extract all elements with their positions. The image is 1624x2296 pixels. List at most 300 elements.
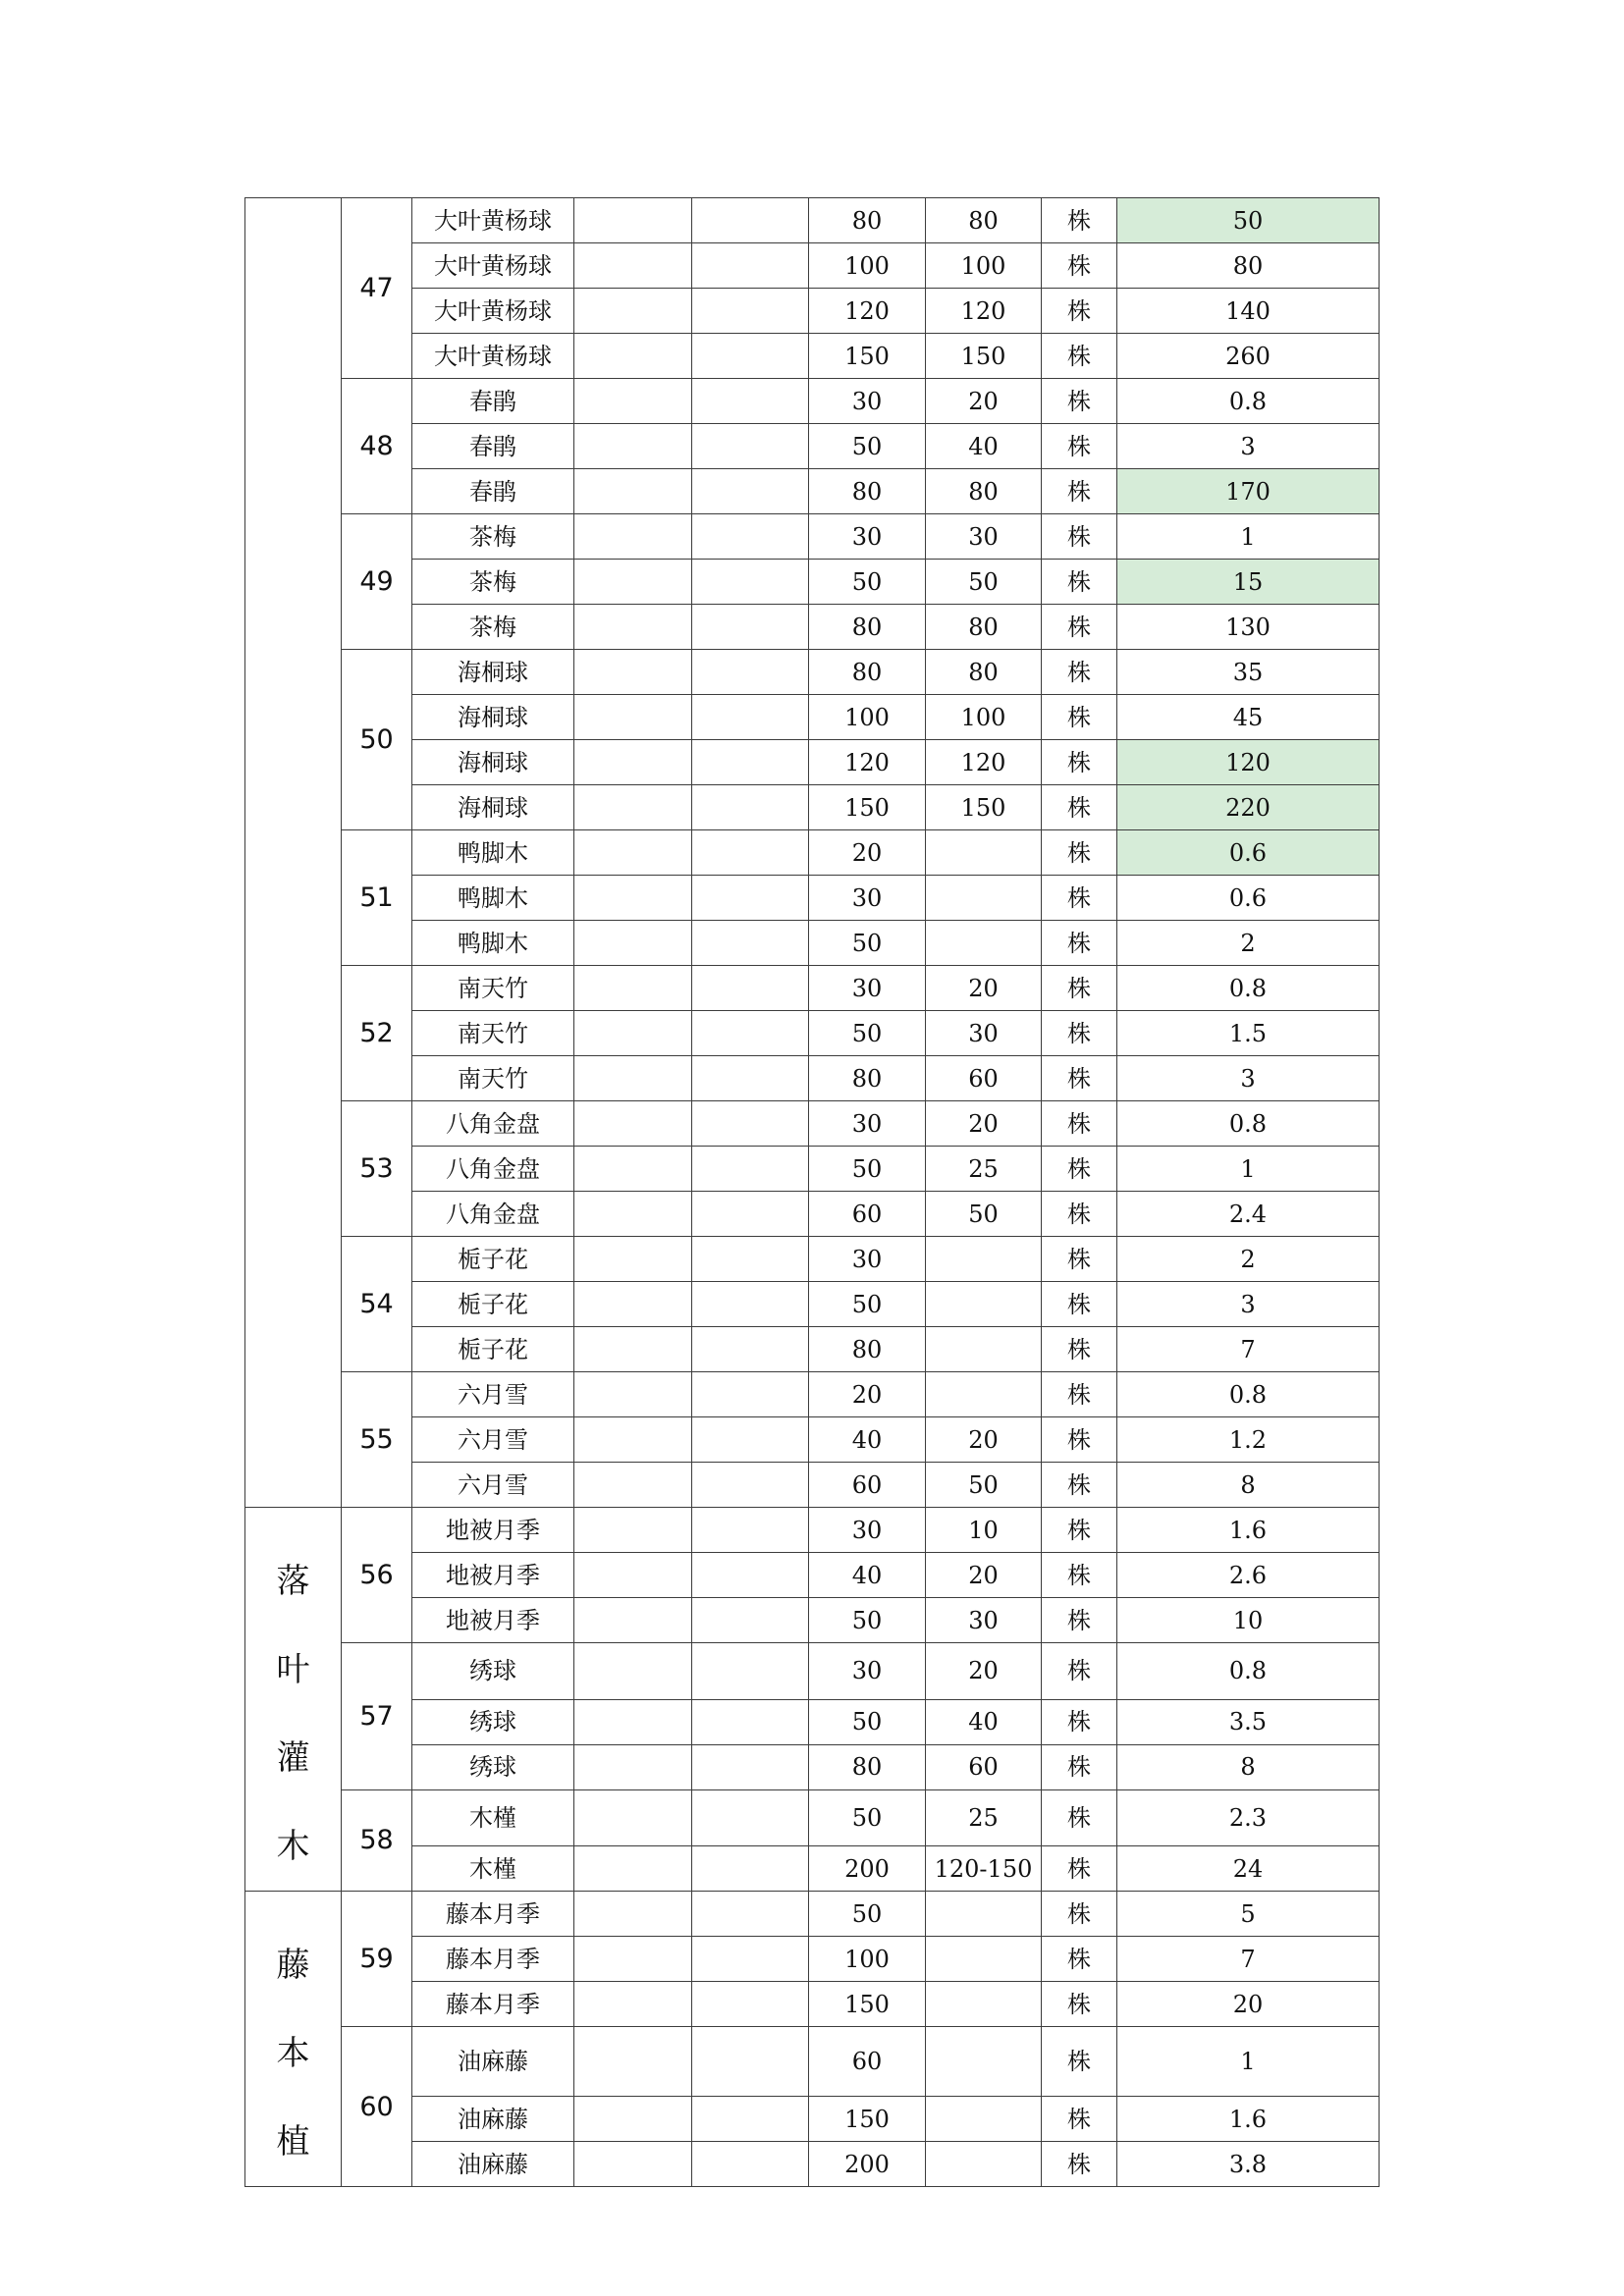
spec-height: 80 [809,605,926,650]
table-row [245,695,1380,740]
unit-cell: 株 [1042,1463,1117,1508]
plant-name: 大叶黄杨球 [412,289,574,334]
spec-height: 30 [809,1237,926,1282]
empty-cell [574,1011,692,1056]
unit-cell: 株 [1042,2027,1117,2097]
spec-height: 50 [809,1282,926,1327]
spec-height: 30 [809,1508,926,1553]
empty-cell [574,2142,692,2187]
spec-height: 60 [809,1192,926,1237]
empty-cell [574,1789,692,1846]
spec-height: 30 [809,514,926,560]
table-row [245,560,1380,605]
empty-cell [692,379,809,424]
plant-name: 鸭脚木 [412,921,574,966]
unit-cell: 株 [1042,514,1117,560]
empty-cell [692,289,809,334]
empty-cell [574,198,692,243]
spec-crown: 10 [926,1508,1042,1553]
table-row [245,1598,1380,1643]
empty-cell [692,1327,809,1372]
category-char: 藤 [276,1946,310,1985]
spec-crown [926,1327,1042,1372]
empty-cell [574,560,692,605]
nursery-price-table [244,197,1380,2187]
spec-height: 20 [809,830,926,876]
table-row [245,921,1380,966]
spec-height: 80 [809,1744,926,1789]
plant-name: 八角金盘 [412,1192,574,1237]
empty-cell [574,1982,692,2027]
empty-cell [692,334,809,379]
spec-height: 60 [809,2027,926,2097]
unit-cell: 株 [1042,740,1117,785]
spec-crown: 30 [926,514,1042,560]
plant-name: 鸭脚木 [412,876,574,921]
spec-crown: 120 [926,289,1042,334]
plant-name: 海桐球 [412,740,574,785]
unit-cell: 株 [1042,1937,1117,1982]
price-cell: 2.6 [1117,1553,1380,1598]
spec-height: 50 [809,1011,926,1056]
empty-cell [574,1598,692,1643]
unit-cell: 株 [1042,289,1117,334]
plant-name: 木槿 [412,1846,574,1892]
empty-cell [574,1699,692,1744]
empty-cell [692,1789,809,1846]
spec-height: 40 [809,1417,926,1463]
spec-height: 80 [809,1327,926,1372]
spec-height: 80 [809,1056,926,1101]
empty-cell [692,1011,809,1056]
plant-name: 海桐球 [412,650,574,695]
spec-crown: 80 [926,605,1042,650]
unit-cell: 株 [1042,1744,1117,1789]
spec-crown: 20 [926,1417,1042,1463]
plant-name: 地被月季 [412,1598,574,1643]
spec-height: 120 [809,740,926,785]
spec-height: 80 [809,198,926,243]
empty-cell [692,1056,809,1101]
unit-cell: 株 [1042,560,1117,605]
empty-cell [692,1237,809,1282]
empty-cell [692,740,809,785]
table-row [245,1101,1380,1147]
price-cell: 1.6 [1117,2097,1380,2142]
table-row [245,1463,1380,1508]
plant-name: 大叶黄杨球 [412,334,574,379]
empty-cell [692,1282,809,1327]
empty-cell [692,2097,809,2142]
plant-name: 绣球 [412,1699,574,1744]
item-number: 47 [342,198,412,379]
spec-crown: 50 [926,1463,1042,1508]
price-cell: 0.6 [1117,830,1380,876]
empty-cell [574,1744,692,1789]
plant-name: 六月雪 [412,1417,574,1463]
spec-crown [926,1237,1042,1282]
spec-height: 50 [809,1789,926,1846]
spec-height: 80 [809,469,926,514]
empty-cell [692,198,809,243]
spec-crown [926,1937,1042,1982]
price-cell: 8 [1117,1463,1380,1508]
table-row [245,1147,1380,1192]
table-row [245,605,1380,650]
table-row [245,1372,1380,1417]
empty-cell [574,1056,692,1101]
table-row [245,876,1380,921]
plant-name: 木槿 [412,1789,574,1846]
spec-height: 100 [809,243,926,289]
empty-cell [574,514,692,560]
price-cell: 1.6 [1117,1508,1380,1553]
plant-name: 油麻藤 [412,2142,574,2187]
plant-name: 栀子花 [412,1282,574,1327]
table-row [245,2097,1380,2142]
empty-cell [692,469,809,514]
spec-crown: 25 [926,1147,1042,1192]
empty-cell [692,966,809,1011]
empty-cell [692,1192,809,1237]
empty-cell [574,1553,692,1598]
plant-name: 六月雪 [412,1463,574,1508]
spec-crown: 50 [926,560,1042,605]
empty-cell [574,966,692,1011]
spec-crown: 100 [926,243,1042,289]
spec-height: 20 [809,1372,926,1417]
plant-name: 八角金盘 [412,1101,574,1147]
plant-name: 大叶黄杨球 [412,243,574,289]
spec-crown: 40 [926,424,1042,469]
unit-cell: 株 [1042,1011,1117,1056]
category-char: 植 [276,2122,310,2162]
empty-cell [574,1101,692,1147]
price-cell: 2 [1117,1237,1380,1282]
price-cell: 120 [1117,740,1380,785]
spec-crown: 40 [926,1699,1042,1744]
item-number: 50 [342,650,412,830]
spec-crown: 20 [926,1553,1042,1598]
table-row [245,1982,1380,2027]
unit-cell: 株 [1042,198,1117,243]
plant-name: 地被月季 [412,1553,574,1598]
table-body [245,198,1380,2187]
unit-cell: 株 [1042,469,1117,514]
table-row [245,334,1380,379]
table-row [245,1417,1380,1463]
empty-cell [574,605,692,650]
table-row [245,1789,1380,1846]
price-cell: 260 [1117,334,1380,379]
empty-cell [574,695,692,740]
unit-cell: 株 [1042,424,1117,469]
price-cell: 45 [1117,695,1380,740]
table-row [245,830,1380,876]
spec-crown: 80 [926,198,1042,243]
unit-cell: 株 [1042,1982,1117,2027]
empty-cell [692,1744,809,1789]
empty-cell [574,650,692,695]
price-cell: 3 [1117,1056,1380,1101]
empty-cell [692,2142,809,2187]
spec-height: 40 [809,1553,926,1598]
plant-name: 南天竹 [412,1056,574,1101]
spec-height: 60 [809,1463,926,1508]
empty-cell [574,379,692,424]
empty-cell [692,605,809,650]
unit-cell: 株 [1042,1553,1117,1598]
empty-cell [692,560,809,605]
empty-cell [574,830,692,876]
empty-cell [574,289,692,334]
empty-cell [574,1463,692,1508]
spec-crown: 20 [926,1101,1042,1147]
spec-crown: 20 [926,379,1042,424]
price-cell: 3 [1117,424,1380,469]
spec-crown: 150 [926,785,1042,830]
spec-height: 150 [809,785,926,830]
plant-name: 鸭脚木 [412,830,574,876]
spec-crown: 25 [926,1789,1042,1846]
price-cell: 0.6 [1117,876,1380,921]
spec-height: 30 [809,966,926,1011]
empty-cell [574,1282,692,1327]
empty-cell [692,695,809,740]
table-row [245,1237,1380,1282]
unit-cell: 株 [1042,1327,1117,1372]
empty-cell [692,1101,809,1147]
empty-cell [574,876,692,921]
unit-cell: 株 [1042,2097,1117,2142]
plant-name: 春鹃 [412,469,574,514]
table-row [245,650,1380,695]
empty-cell [574,785,692,830]
unit-cell: 株 [1042,334,1117,379]
spec-height: 120 [809,289,926,334]
spec-crown [926,921,1042,966]
empty-cell [574,2097,692,2142]
plant-name: 海桐球 [412,785,574,830]
plant-name: 南天竹 [412,966,574,1011]
empty-cell [692,424,809,469]
spec-height: 150 [809,2097,926,2142]
unit-cell: 株 [1042,1699,1117,1744]
item-number: 54 [342,1237,412,1372]
category-char: 落 [276,1562,310,1601]
spec-crown: 30 [926,1598,1042,1643]
spec-height: 50 [809,424,926,469]
table-row [245,740,1380,785]
spec-crown: 20 [926,1643,1042,1700]
item-number: 55 [342,1372,412,1508]
unit-cell: 株 [1042,1101,1117,1147]
unit-cell: 株 [1042,650,1117,695]
plant-name: 春鹃 [412,424,574,469]
item-number: 59 [342,1892,412,2027]
spec-crown [926,830,1042,876]
unit-cell: 株 [1042,1237,1117,1282]
spec-crown [926,2097,1042,2142]
unit-cell: 株 [1042,1372,1117,1417]
empty-cell [574,243,692,289]
empty-cell [574,1192,692,1237]
table-row [245,1892,1380,1937]
spec-height: 100 [809,1937,926,1982]
plant-name: 地被月季 [412,1508,574,1553]
empty-cell [574,1846,692,1892]
spec-height: 50 [809,560,926,605]
price-cell: 130 [1117,605,1380,650]
price-cell: 140 [1117,289,1380,334]
price-cell: 10 [1117,1598,1380,1643]
unit-cell: 株 [1042,1892,1117,1937]
table-row [245,469,1380,514]
empty-cell [574,1892,692,1937]
empty-cell [692,1937,809,1982]
price-cell: 8 [1117,1744,1380,1789]
plant-name: 大叶黄杨球 [412,198,574,243]
unit-cell: 株 [1042,1147,1117,1192]
unit-cell: 株 [1042,876,1117,921]
unit-cell: 株 [1042,2142,1117,2187]
spec-crown: 80 [926,469,1042,514]
price-cell: 1 [1117,514,1380,560]
table-row [245,1937,1380,1982]
item-number: 57 [342,1643,412,1790]
table-row [245,1056,1380,1101]
unit-cell: 株 [1042,966,1117,1011]
unit-cell: 株 [1042,379,1117,424]
plant-name: 绣球 [412,1744,574,1789]
spec-height: 50 [809,1699,926,1744]
unit-cell: 株 [1042,1192,1117,1237]
unit-cell: 株 [1042,785,1117,830]
price-cell: 170 [1117,469,1380,514]
item-number: 60 [342,2027,412,2187]
spec-height: 200 [809,1846,926,1892]
item-number: 49 [342,514,412,650]
unit-cell: 株 [1042,921,1117,966]
price-cell: 2 [1117,921,1380,966]
table-row [245,2027,1380,2097]
empty-cell [692,1417,809,1463]
unit-cell: 株 [1042,1789,1117,1846]
empty-cell [692,1846,809,1892]
plant-name: 茶梅 [412,514,574,560]
spec-crown [926,2142,1042,2187]
unit-cell: 株 [1042,1643,1117,1700]
empty-cell [574,1643,692,1700]
spec-crown: 100 [926,695,1042,740]
spec-crown: 120-150 [926,1846,1042,1892]
empty-cell [692,785,809,830]
category-cell [245,198,342,1508]
empty-cell [692,830,809,876]
empty-cell [574,2027,692,2097]
empty-cell [692,1147,809,1192]
plant-name: 绣球 [412,1643,574,1700]
empty-cell [574,424,692,469]
plant-name: 南天竹 [412,1011,574,1056]
plant-name: 油麻藤 [412,2027,574,2097]
plant-name: 六月雪 [412,1372,574,1417]
spec-crown: 60 [926,1744,1042,1789]
empty-cell [574,1327,692,1372]
price-cell: 7 [1117,1937,1380,1982]
table-row [245,1192,1380,1237]
item-number: 53 [342,1101,412,1237]
unit-cell: 株 [1042,1282,1117,1327]
price-cell: 3.5 [1117,1699,1380,1744]
plant-name: 栀子花 [412,1237,574,1282]
price-cell: 15 [1117,560,1380,605]
price-cell: 1 [1117,1147,1380,1192]
unit-cell: 株 [1042,243,1117,289]
unit-cell: 株 [1042,605,1117,650]
spec-height: 50 [809,1147,926,1192]
spec-crown [926,1982,1042,2027]
price-cell: 220 [1117,785,1380,830]
table-row [245,424,1380,469]
plant-name: 八角金盘 [412,1147,574,1192]
spec-height: 150 [809,334,926,379]
table-row [245,1846,1380,1892]
plant-name: 栀子花 [412,1327,574,1372]
spec-crown [926,1372,1042,1417]
spec-height: 100 [809,695,926,740]
table-row [245,966,1380,1011]
category-char: 叶 [276,1650,310,1689]
category-cell [245,1508,342,1892]
spec-crown [926,1892,1042,1937]
empty-cell [574,1508,692,1553]
table-row [245,785,1380,830]
price-cell: 1.5 [1117,1011,1380,1056]
unit-cell: 株 [1042,695,1117,740]
category-char: 灌 [276,1738,310,1778]
unit-cell: 株 [1042,1417,1117,1463]
price-cell: 7 [1117,1327,1380,1372]
spec-height: 50 [809,1892,926,1937]
item-number: 48 [342,379,412,514]
price-cell: 0.8 [1117,1643,1380,1700]
table-row [245,198,1380,243]
price-cell: 0.8 [1117,966,1380,1011]
item-number: 52 [342,966,412,1101]
empty-cell [692,1553,809,1598]
table-row [245,1011,1380,1056]
price-cell: 3 [1117,1282,1380,1327]
empty-cell [574,469,692,514]
spec-crown: 150 [926,334,1042,379]
empty-cell [692,1892,809,1937]
price-cell: 80 [1117,243,1380,289]
unit-cell: 株 [1042,1056,1117,1101]
table-row [245,379,1380,424]
plant-name: 藤本月季 [412,1892,574,1937]
table-row [245,1699,1380,1744]
price-cell: 1 [1117,2027,1380,2097]
empty-cell [574,1937,692,1982]
empty-cell [692,1372,809,1417]
plant-name: 藤本月季 [412,1982,574,2027]
empty-cell [692,921,809,966]
spec-height: 80 [809,650,926,695]
empty-cell [692,876,809,921]
empty-cell [692,1699,809,1744]
price-cell: 1.2 [1117,1417,1380,1463]
